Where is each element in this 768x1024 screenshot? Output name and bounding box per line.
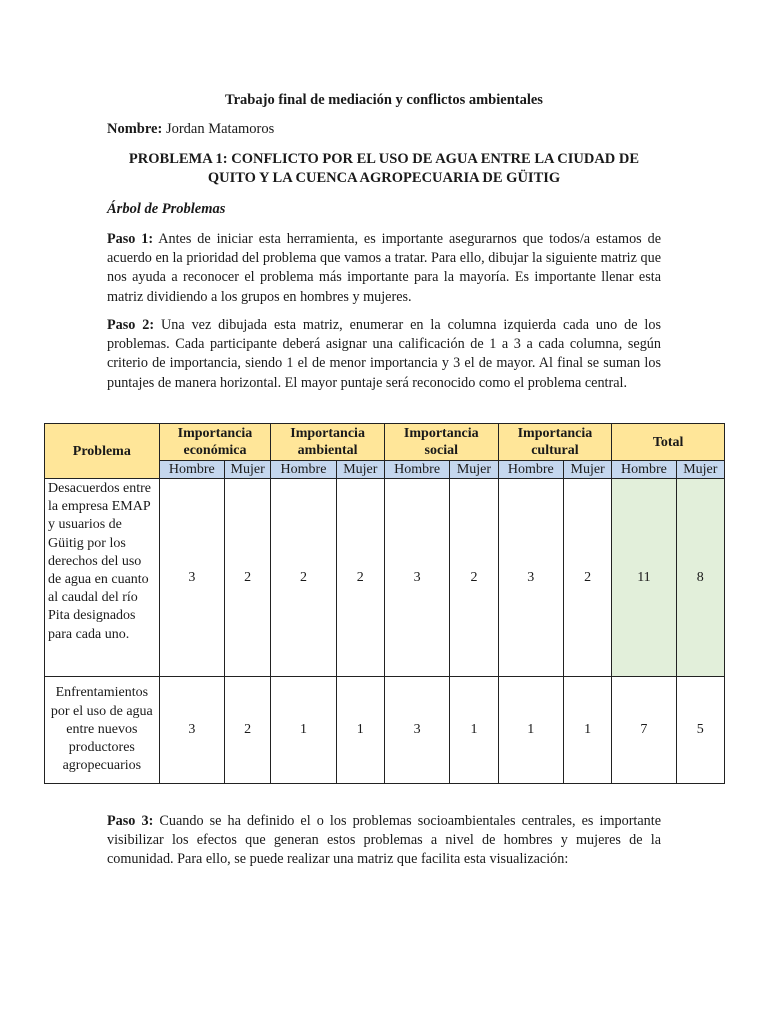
- paso-3-label: Paso 3:: [107, 813, 154, 829]
- score-amb-mujer: 2: [336, 479, 384, 677]
- subheader-mujer: Mujer: [450, 461, 498, 479]
- problem-cell: Desacuerdos entre la empresa EMAP y usuarios de Güitig por los derechos del uso de agua en cuanto al caudal del río Pita designados para cada uno.: [45, 479, 160, 677]
- problem-title-line-2: QUITO Y LA CUENCA AGROPECUARIA DE GÜITIG: [207, 170, 561, 186]
- score-soc-hombre: 3: [384, 677, 449, 784]
- header-problema: Problema: [45, 424, 160, 479]
- score-amb-hombre: 2: [271, 479, 336, 677]
- header-total: Total: [612, 424, 725, 461]
- paso-2-label: Paso 2:: [107, 317, 155, 333]
- paso-1-text: Antes de iniciar esta herramienta, es importante asegurarnos que todos/a estamos de acuerdo en la prioridad del problema que vamos a tratar. Para ello, dibujar la siguiente matriz que nos ayuda a reconocer el problema más importante para la mayoría. Es importante llenar esta matriz dividiendo a los grupos en hombres y mujeres.: [107, 231, 661, 305]
- header-importancia-cultural: Importancia cultural: [498, 424, 612, 461]
- document-title: Trabajo final de mediación y conflictos ambientales: [225, 92, 543, 108]
- paso-2-paragraph: [107, 316, 661, 393]
- subheader-mujer: Mujer: [676, 461, 724, 479]
- problem-title: [100, 150, 668, 188]
- table-row: [45, 677, 725, 784]
- total-hombre: 7: [612, 677, 676, 784]
- score-cul-mujer: 2: [563, 479, 611, 677]
- subheader-hombre: Hombre: [612, 461, 676, 479]
- subheader-hombre: Hombre: [159, 461, 224, 479]
- header-importancia-ambiental: Importancia ambiental: [271, 424, 385, 461]
- score-soc-mujer: 2: [450, 479, 498, 677]
- name-value: Jordan Matamoros: [165, 121, 275, 137]
- name-line: [107, 121, 274, 138]
- importance-matrix-table: [44, 423, 725, 784]
- paso-1-label: Paso 1:: [107, 231, 154, 247]
- table-row: [45, 479, 725, 677]
- subheader-hombre: Hombre: [384, 461, 449, 479]
- score-amb-mujer: 1: [336, 677, 384, 784]
- section-title: Árbol de Problemas: [107, 201, 226, 217]
- score-cul-mujer: 1: [563, 677, 611, 784]
- paso-1-paragraph: [107, 230, 661, 307]
- subheader-mujer: Mujer: [563, 461, 611, 479]
- total-mujer: 5: [676, 677, 724, 784]
- paso-3-paragraph: [107, 812, 661, 870]
- subheader-hombre: Hombre: [498, 461, 563, 479]
- score-soc-mujer: 1: [450, 677, 498, 784]
- subheader-mujer: Mujer: [225, 461, 271, 479]
- score-eco-mujer: 2: [225, 479, 271, 677]
- score-eco-mujer: 2: [225, 677, 271, 784]
- score-eco-hombre: 3: [159, 677, 224, 784]
- name-label: Nombre:: [107, 121, 163, 137]
- total-hombre: 11: [612, 479, 676, 677]
- subheader-mujer: Mujer: [336, 461, 384, 479]
- score-soc-hombre: 3: [384, 479, 449, 677]
- header-importancia-social: Importancia social: [384, 424, 498, 461]
- score-eco-hombre: 3: [159, 479, 224, 677]
- total-mujer: 8: [676, 479, 724, 677]
- paso-3-text: Cuando se ha definido el o los problemas socioambientales centrales, es importante visibilizar los efectos que generan estos problemas a nivel de hombres y mujeres de la comunidad. Para ello, se puede realizar una matriz que facilita esta visualización:: [107, 813, 662, 868]
- paso-2-text: Una vez dibujada esta matriz, enumerar en la columna izquierda cada uno de los problemas. Cada participante deberá asignar una calificación de 1 a 3 a cada columna, según criterio de importancia, siendo 1 el de menor importancia y 3 el de mayor. Al final se suman los puntajes de manera horizontal. El mayor puntaje será reconocido como el problema central.: [107, 317, 661, 391]
- score-cul-hombre: 1: [498, 677, 563, 784]
- header-importancia-economica: Importancia económica: [159, 424, 271, 461]
- score-cul-hombre: 3: [498, 479, 563, 677]
- problem-title-line-1: PROBLEMA 1: CONFLICTO POR EL USO DE AGUA ENTRE LA CIUDAD DE: [128, 151, 640, 167]
- problem-cell: Enfrentamientos por el uso de agua entre nuevos productores agropecuarios: [45, 677, 160, 784]
- score-amb-hombre: 1: [271, 677, 336, 784]
- subheader-hombre: Hombre: [271, 461, 336, 479]
